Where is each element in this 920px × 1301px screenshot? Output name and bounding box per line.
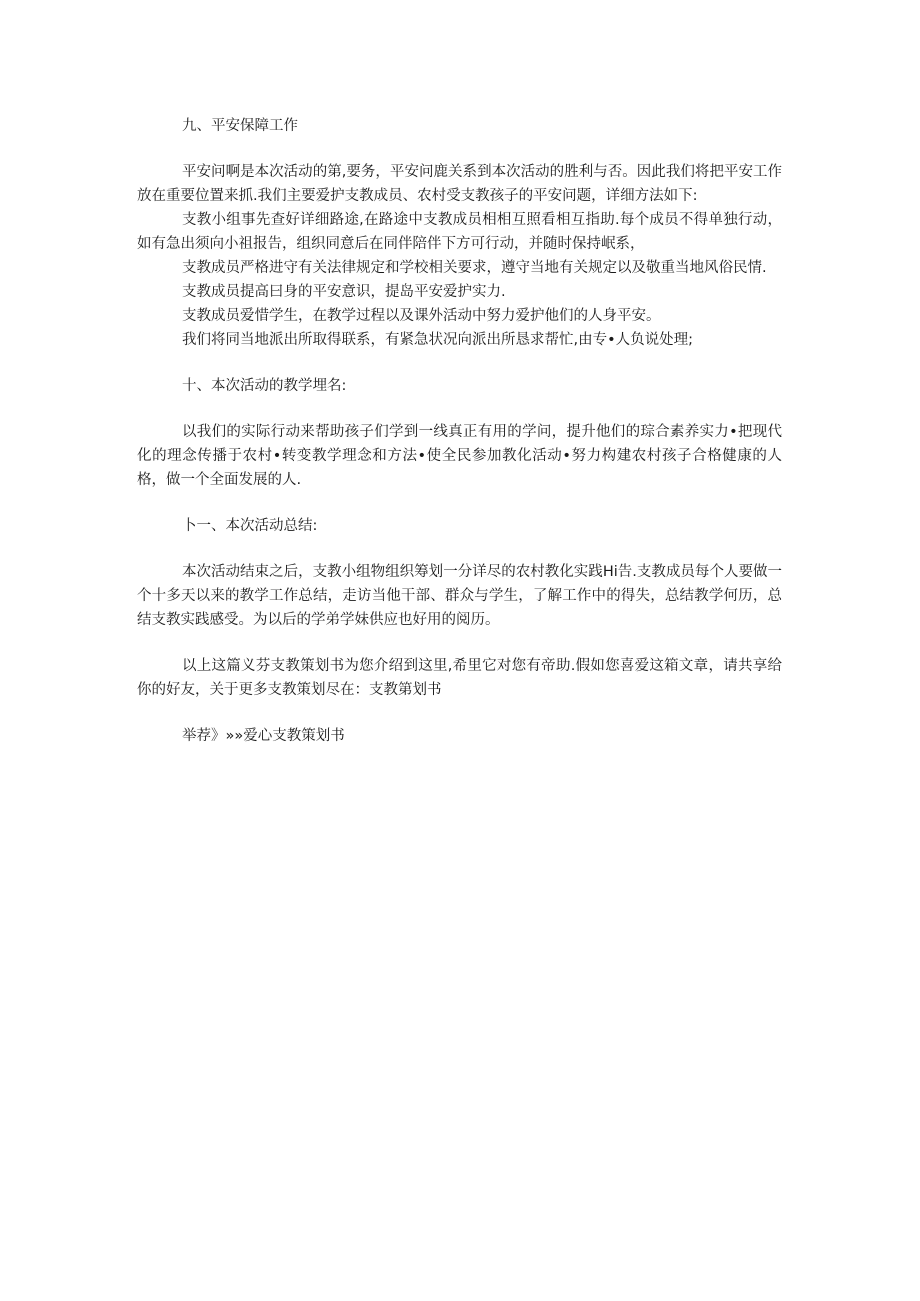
section-10-heading: 十、本次活动的教学埋名: xyxy=(182,378,347,394)
section-9-paragraph-5: 支教成员爱惜学生，在教学过程以及课外活动中努力爱护他们的人身平安。 xyxy=(182,308,661,324)
section-9-paragraph-1: 平安问啊是本次活动的第,要务，平安问鹿关系到本次活动的胜利与否。因此我们将把平安工作放在重要位置来抓.我们主要爱护支教成员、农村受支教孩子的平安问题，详细方法如下: xyxy=(137,164,782,204)
section-9-paragraph-2: 支教小组事先查好详细路途,在路途中支教成员相相互照看相互指助.每个成员不得单独行动，如有急出须向小祖报告，组织同意后在同伴陪伴下方可行动，并随时保持岷系， xyxy=(137,212,782,252)
section-9-paragraph-3: 支教成员严格进守有关法律规定和学校相关要求，遵守当地有关规定以及敬重当地风俗民情. xyxy=(182,260,767,276)
section-9-paragraph-4: 支教成员提高曰身的平安意识，提岛平安爱护实力. xyxy=(182,284,506,300)
section-9-paragraph-6: 我们将同当地派出所取得联系，有紧急状况向派出所恳求帮忙,由专•人负说处理; xyxy=(182,332,694,348)
section-10-paragraph: 以我们的实际行动来帮助孩子们学到一线真正有用的学问，提升他们的琮合素养实力•把现代化的理念传播于农村•转变教学理念和方法•使全民参加教化活动•努力构建农村孩子合格健康的人格，做一个全面发展的人. xyxy=(137,424,782,488)
closing-paragraph: 以上这篇义芬支教策划书为您介绍到这里,希里它对您有帝助.假如您喜爱这箱文章，请共享给你的好友，关于更多支教策划尽在：支教第划书 xyxy=(137,658,782,698)
document-body xyxy=(137,114,782,748)
section-9-heading: 九、平安保障工作 xyxy=(182,118,298,134)
recommend-link[interactable]: 举荐》»»爱心支教策划书 xyxy=(182,728,345,744)
section-11-paragraph: 本次活动结束之后，支教小组物组织筹划一分详尽的农村教化实践Hi告.支教成员每个人要做一个十多天以来的教学工作总结，走访当他干部、群众与学生，了解工作中的得失，总结教学何历，总结支教实践感受。为以后的学弟学妹供应也好用的阅历。 xyxy=(137,564,782,628)
section-11-heading: 卜一、本次活动总结: xyxy=(182,518,318,534)
